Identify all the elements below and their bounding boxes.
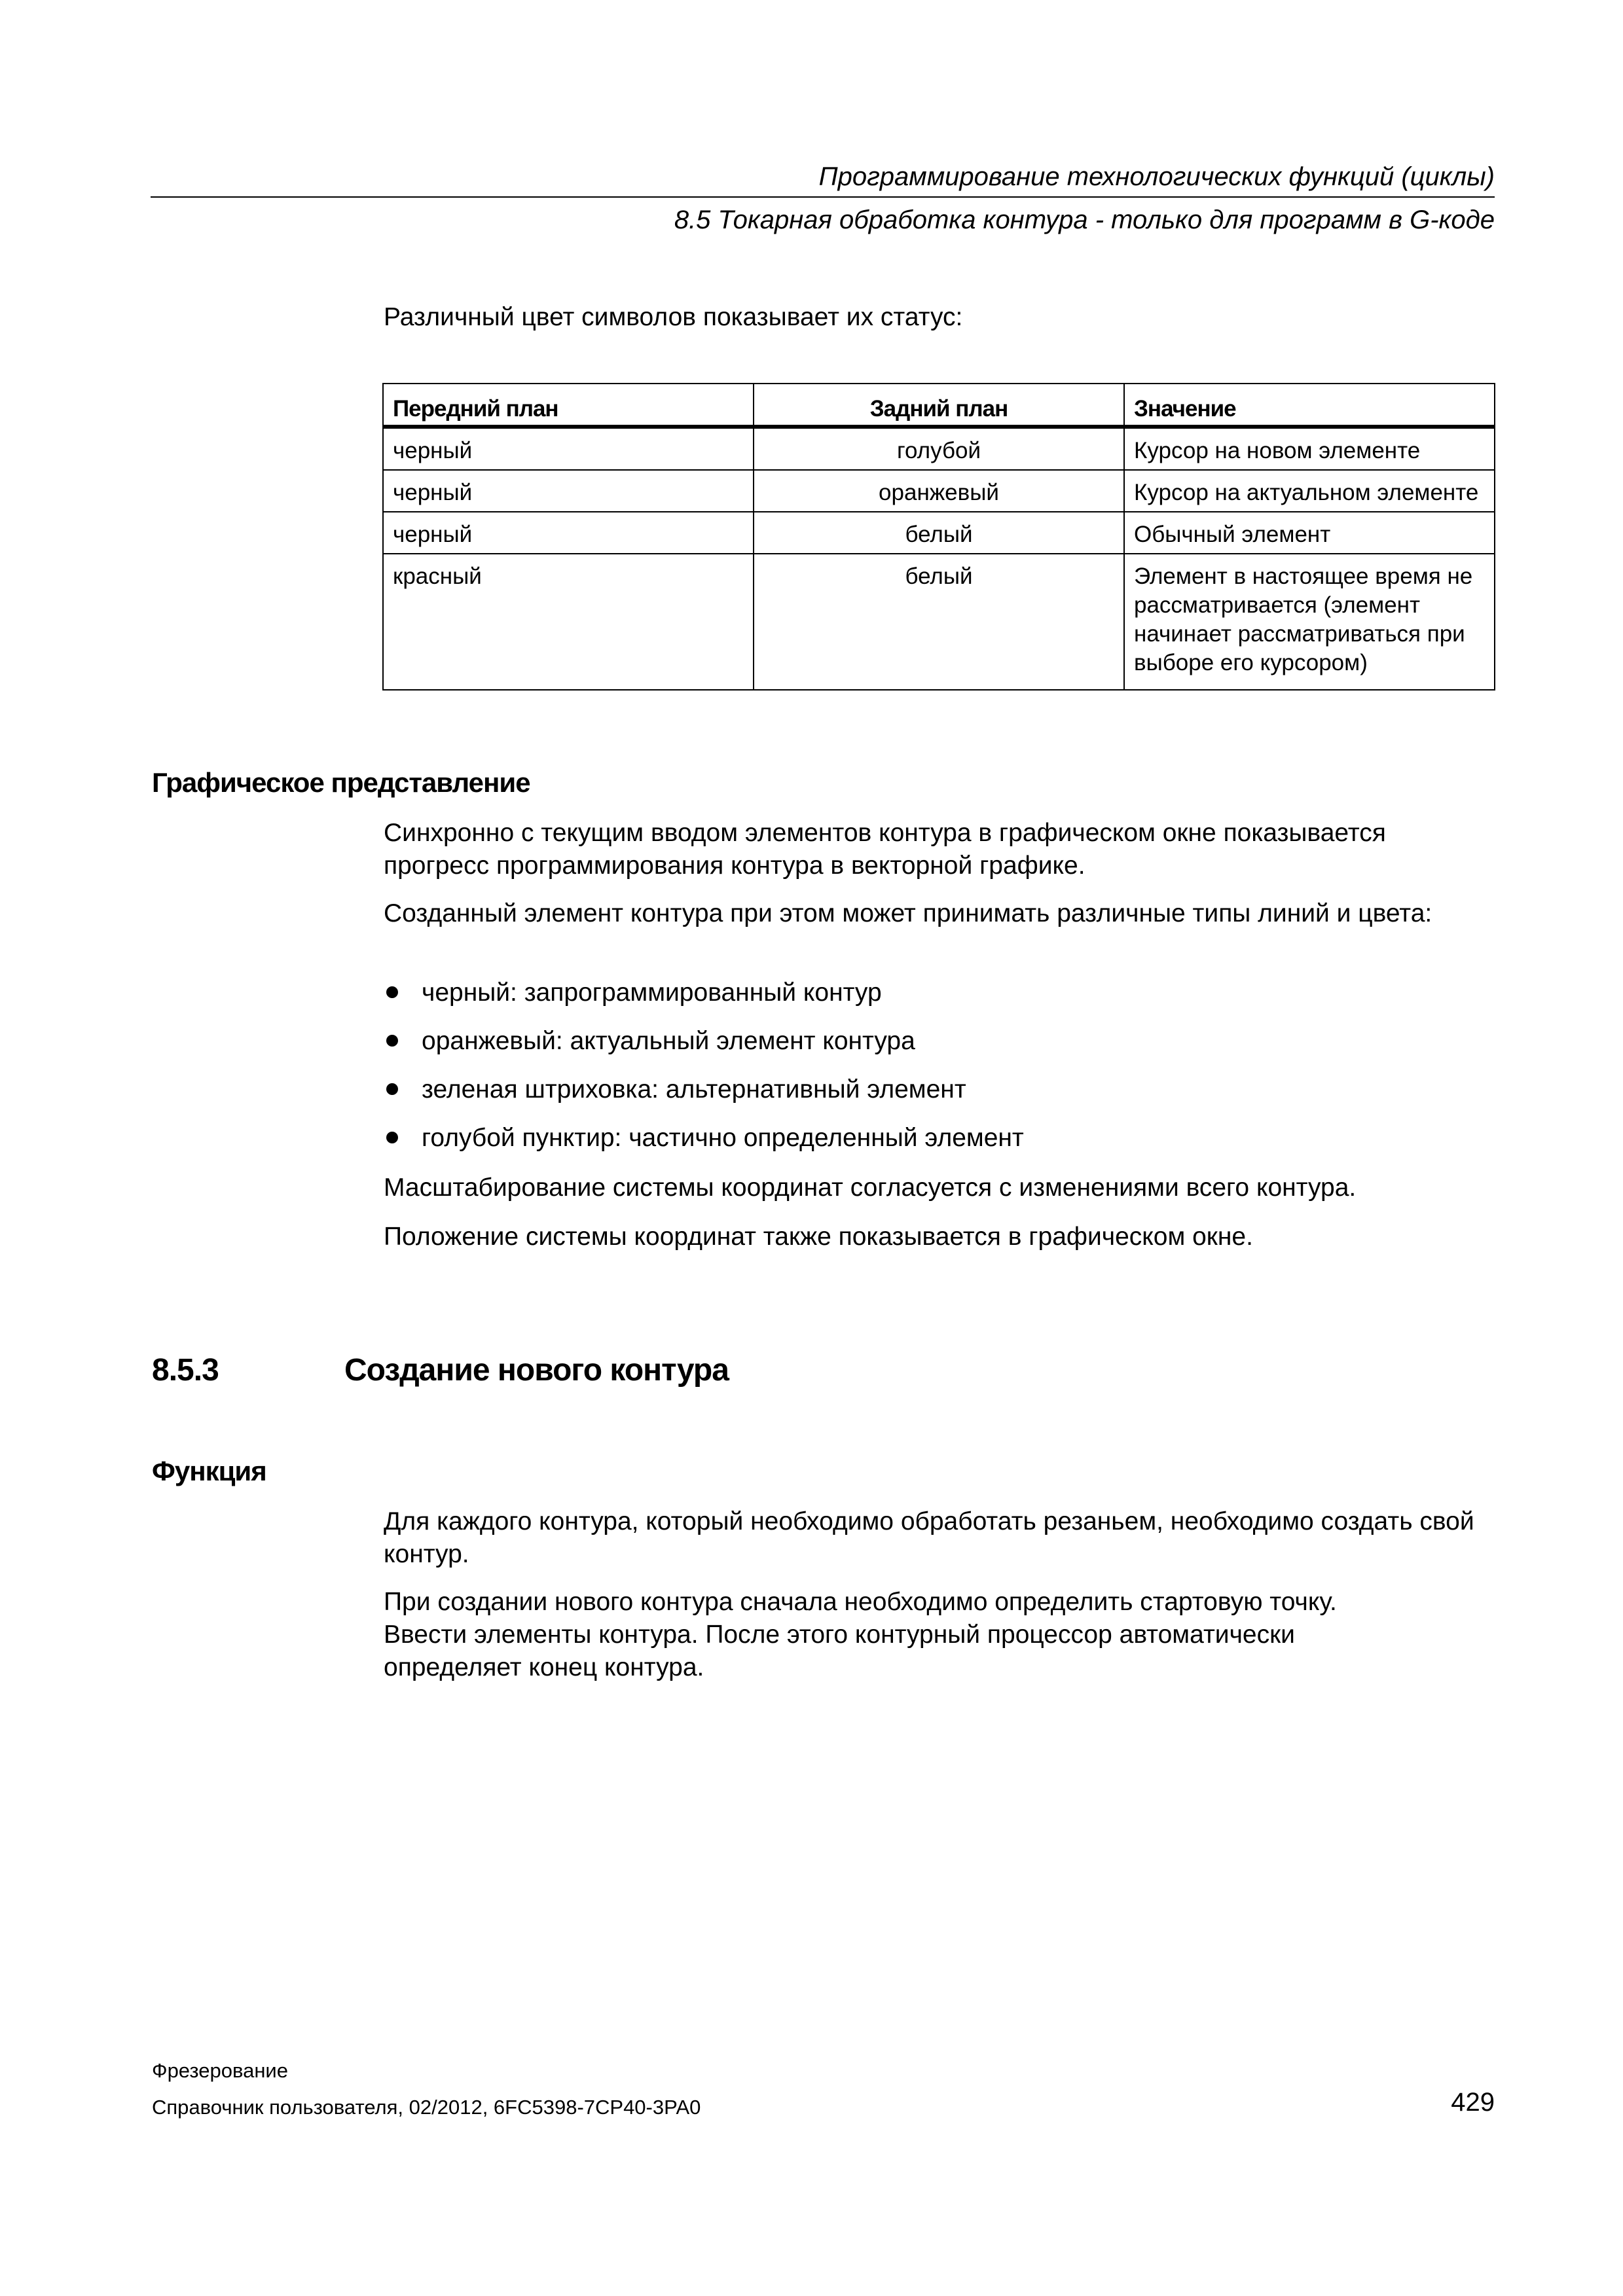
header-foreground: Передний план <box>383 384 754 427</box>
section-number: 8.5.3 <box>152 1353 219 1388</box>
section-title: Создание нового контура <box>344 1353 729 1388</box>
list-item <box>384 977 1024 1025</box>
bullet-icon <box>386 1132 398 1143</box>
cell-meaning: Курсор на актуальном элементе <box>1124 470 1495 512</box>
table-row <box>383 470 1495 512</box>
list-item <box>384 1025 1024 1073</box>
function-paragraph-1: Для каждого контура, который необходимо обработать резаньем, необходимо создать свой контур. <box>384 1507 1474 1568</box>
cell-foreground: черный <box>383 512 754 554</box>
symbol-status-table <box>382 383 1495 691</box>
cell-foreground: черный <box>383 427 754 470</box>
bullet-icon <box>386 1035 398 1047</box>
cell-background: белый <box>754 512 1124 554</box>
cell-meaning: Элемент в настоящее время не рассматривается (элемент начинает рассматриваться при выборе его курсором) <box>1124 554 1495 690</box>
bullet-icon <box>386 986 398 998</box>
cell-foreground: черный <box>383 470 754 512</box>
line-types-list <box>384 977 1024 1170</box>
list-item-text: зеленая штриховка: альтернативный элемент <box>422 1075 966 1103</box>
list-item-text: оранжевый: актуальный элемент контура <box>422 1027 915 1055</box>
cell-meaning: Курсор на новом элементе <box>1124 427 1495 470</box>
graphic-paragraph-2: Созданный элемент контура при этом может принимать различные типы линий и цвета: <box>384 899 1432 927</box>
table-row <box>383 427 1495 470</box>
cell-background: белый <box>754 554 1124 690</box>
function-heading: Функция <box>152 1456 266 1486</box>
header-rule <box>151 196 1495 198</box>
header-meaning: Значение <box>1124 384 1495 427</box>
running-header-chapter: Программирование технологических функций (циклы) <box>818 162 1495 191</box>
graphic-section-heading: Графическое представление <box>152 767 530 798</box>
page-number: 429 <box>1451 2088 1495 2117</box>
graphic-paragraph-3: Масштабирование системы координат согласуется с изменениями всего контура. <box>384 1174 1357 1202</box>
footer-manual-info: Справочник пользователя, 02/2012, 6FC5398-7CP40-3PA0 <box>152 2096 701 2119</box>
table-header-row <box>383 384 1495 427</box>
list-item <box>384 1122 1024 1170</box>
cell-foreground: красный <box>383 554 754 690</box>
table-row <box>383 554 1495 690</box>
running-header-section: 8.5 Токарная обработка контура - только для программ в G-коде <box>674 206 1495 234</box>
list-item-text: черный: запрограммированный контур <box>422 978 882 1007</box>
footer-product: Фрезерование <box>152 2059 288 2082</box>
list-item <box>384 1073 1024 1122</box>
cell-meaning: Обычный элемент <box>1124 512 1495 554</box>
table-intro-text: Различный цвет символов показывает их статус: <box>384 303 963 331</box>
header-background: Задний план <box>754 384 1124 427</box>
table-row <box>383 512 1495 554</box>
cell-background: голубой <box>754 427 1124 470</box>
graphic-paragraph-4: Положение системы координат также показывается в графическом окне. <box>384 1223 1253 1251</box>
cell-background: оранжевый <box>754 470 1124 512</box>
list-item-text: голубой пунктир: частично определенный элемент <box>422 1124 1024 1152</box>
function-paragraph-2: При создании нового контура сначала необходимо определить стартовую точку. Ввести элементы контура. После этого контурный процессор автоматически определяет конец контура. <box>384 1588 1337 1681</box>
graphic-paragraph-1: Синхронно с текущим вводом элементов контура в графическом окне показывается прогресс программирования контура в векторной графике. <box>384 819 1386 880</box>
bullet-icon <box>386 1083 398 1095</box>
